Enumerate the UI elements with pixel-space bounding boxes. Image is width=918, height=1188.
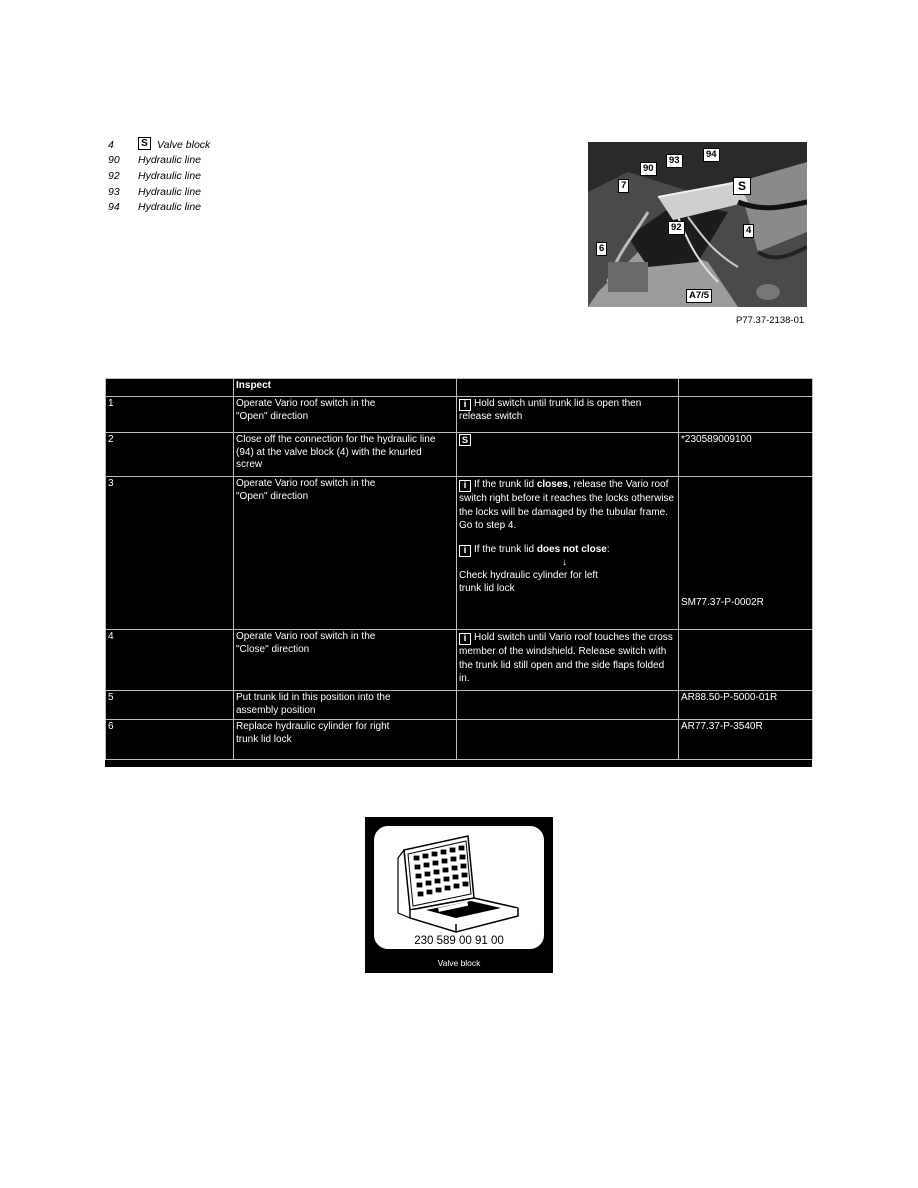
action-line: assembly position [236,704,316,716]
legend-number: 90 [108,154,120,167]
step-note [457,477,679,630]
special-tool-icon: S [733,177,751,195]
special-tool-icon: S [459,434,471,446]
action-line: trunk lid lock [236,733,292,745]
step-number: 5 [106,691,234,720]
reference-code: SM77.37-P-0002R [681,597,764,608]
legend-label: Hydraulic line [138,201,202,214]
legend-number: 93 [108,185,120,198]
tool-caption: Valve block [437,958,481,968]
step-reference [679,477,813,630]
step-action [234,477,457,630]
step-number: 6 [106,720,234,760]
legend-number: 94 [108,201,120,214]
step-reference: AR77.37-P-3540R [679,720,813,760]
step-number: 2 [106,433,234,477]
action-line: Operate Vario roof switch in the [236,478,376,489]
legend-label: Hydraulic line [138,185,202,198]
tool-picture-frame [374,826,544,949]
legend-item [108,184,210,200]
action-line: Replace hydraulic cylinder for right [236,721,390,732]
special-tool-card [365,817,553,973]
note-text: Hold switch until Vario roof touches the cross member of the windshield. Release switch with the trunk lid still open and the side flaps folded in. [459,632,673,684]
step-note [457,433,679,477]
action-line: "Open" direction [236,410,309,422]
note-text: Hold switch until trunk lid is open then release switch [459,398,642,422]
legend-item [108,199,210,215]
table-row [106,691,813,720]
table-row [106,477,813,630]
step-number: 3 [106,477,234,630]
note-does-not-close [459,543,676,557]
procedure-table [105,378,813,760]
note-text: : [606,543,610,555]
step-number: 4 [106,630,234,691]
step-note [457,397,679,433]
procedure-table-wrapper [105,378,812,767]
legend-item [108,153,210,169]
step-action [234,433,457,477]
table-row [106,397,813,433]
action-line: Close off the connection for the hydraulic line [236,434,436,445]
legend-number: 4 [108,138,114,151]
info-icon: i [459,399,471,411]
special-tool-icon: S [138,137,151,150]
header-cell [457,379,679,397]
callout-7: 7 [618,179,629,193]
legend-item [108,137,210,153]
tool-part-number: 230 589 00 91 00 [414,935,504,947]
step-note [457,691,679,720]
callout-a7-5: A7/5 [686,289,712,303]
valve-block-photo [588,142,807,307]
step-reference [679,630,813,691]
action-line: "Open" direction [236,490,309,502]
step-action [234,397,457,433]
legend-item [108,168,210,184]
photo-illustration [588,142,807,307]
note-emphasis: does not close [536,543,607,555]
action-line: Put trunk lid in this position into the [236,692,391,703]
info-icon: i [459,480,471,492]
check-line: trunk lid lock [459,583,515,594]
check-line: Check hydraulic cylinder for left [459,569,598,581]
table-row [106,433,813,477]
note-text: , release the Vario roof switch right before it reaches the locks otherwise the locks will be damaged by the tubular frame. [459,479,675,518]
valve-block-tool-illustration [376,828,542,947]
callout-94: 94 [703,148,720,162]
step-action [234,630,457,691]
legend-label: Hydraulic line [138,154,202,167]
callout-92: 92 [668,221,685,235]
table-row [106,720,813,760]
header-cell: Inspect [234,379,457,397]
info-icon: i [459,633,471,645]
note-emphasis: closes [536,479,568,490]
table-row [106,630,813,691]
step-reference: AR88.50-P-5000-01R [679,691,813,720]
component-legend [108,137,210,215]
photo-caption: P77.37-2138-01 [736,315,805,326]
step-action [234,720,457,760]
legend-number: 92 [108,169,120,182]
callout-93: 93 [666,154,683,168]
action-line: "Close" direction [236,643,310,655]
callout-90: 90 [640,162,657,176]
table-header-row [106,379,813,397]
step-reference: *230589009100 [679,433,813,477]
header-cell [679,379,813,397]
callout-4: 4 [743,224,754,238]
header-cell [106,379,234,397]
step-note [457,630,679,691]
action-line: screw [236,459,263,470]
action-line: Operate Vario roof switch in the [236,631,376,642]
note-text: If the trunk lid [474,479,537,490]
action-line: (94) at the valve block (4) with the knurled [236,446,422,458]
callout-6: 6 [596,242,607,256]
down-arrow-icon: ↓ [562,556,567,568]
step-number: 1 [106,397,234,433]
step-note [457,720,679,760]
action-line: Operate Vario roof switch in the [236,398,376,409]
step-action [234,691,457,720]
legend-label: Hydraulic line [138,169,202,182]
step-reference [679,397,813,433]
note-closes [459,478,676,519]
legend-label: Valve block [157,138,211,151]
info-icon: i [459,545,471,557]
note-text: If the trunk lid [474,543,537,555]
note-goto-step: Go to step 4. [459,520,517,531]
